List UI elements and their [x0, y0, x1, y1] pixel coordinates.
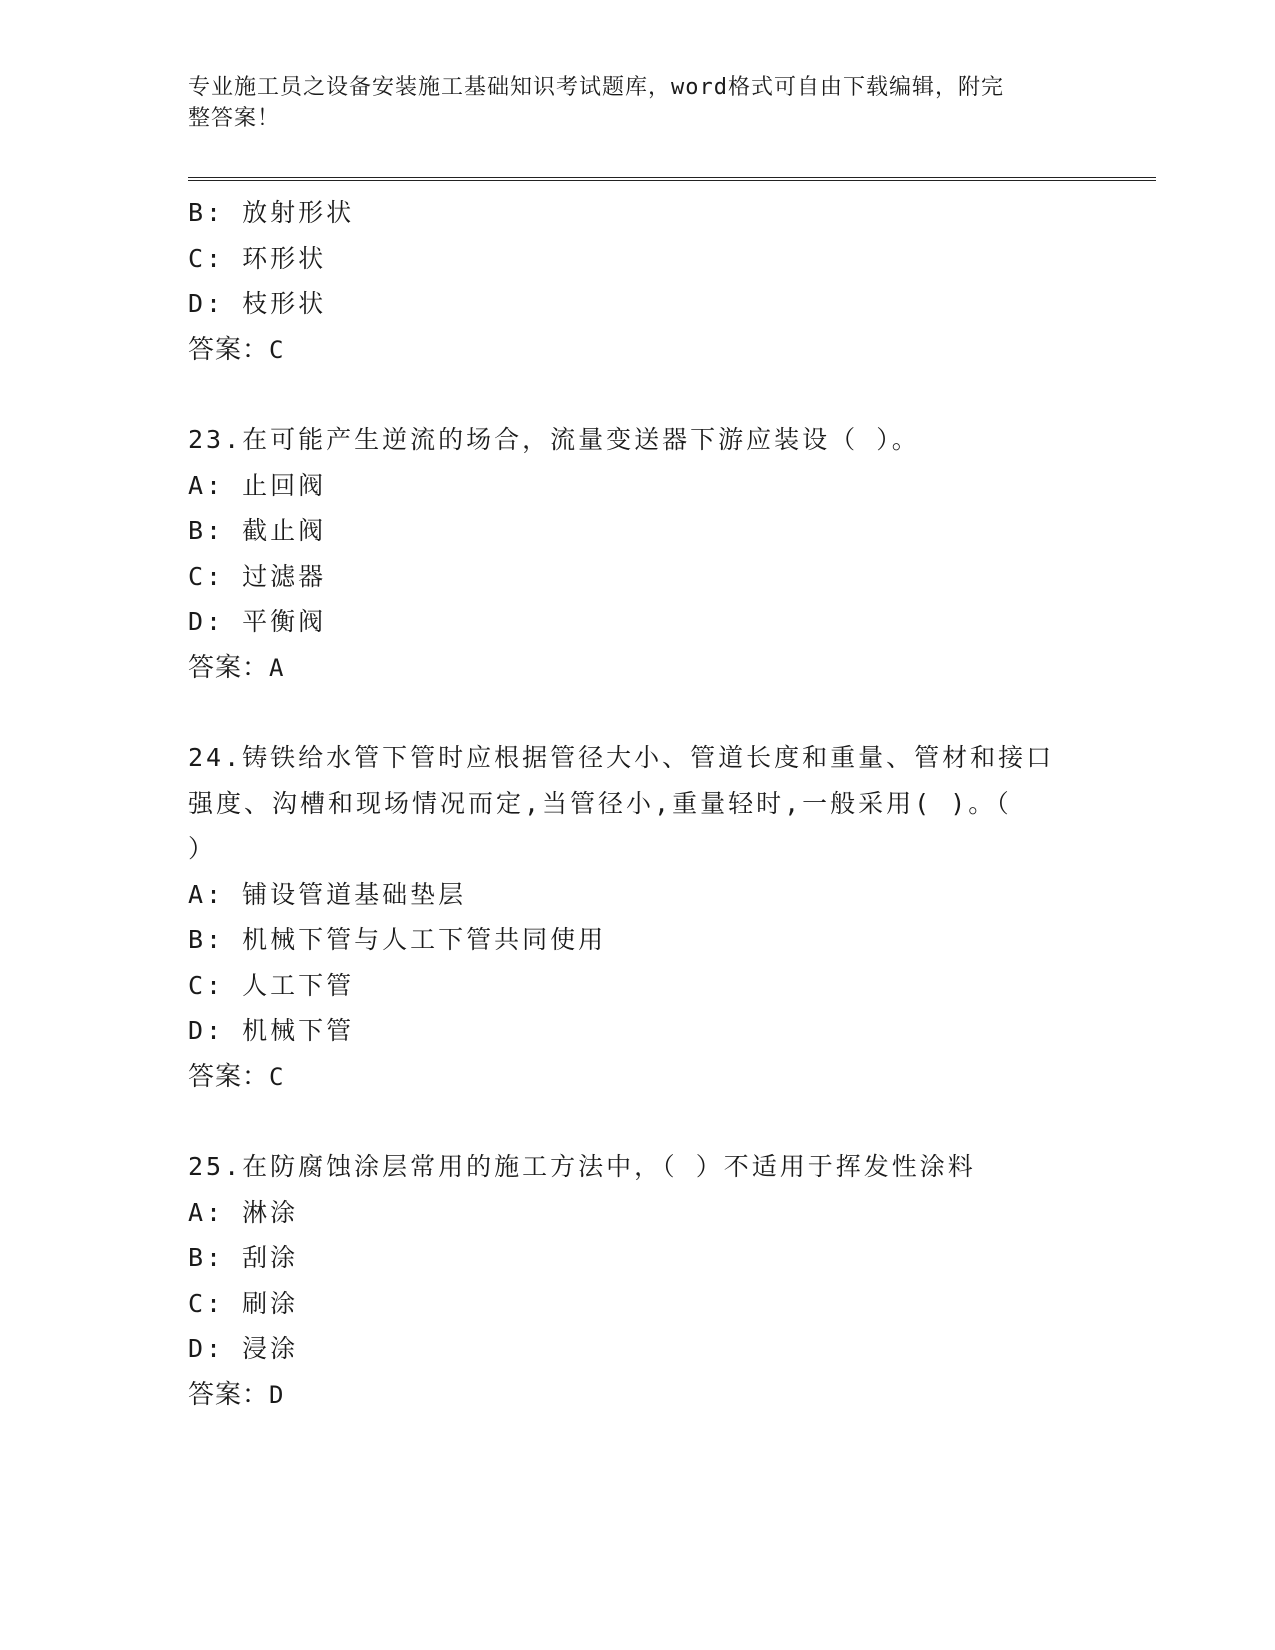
answer-label: 答案： — [188, 651, 270, 682]
option-letter: B: — [188, 925, 225, 954]
question-list — [188, 190, 1088, 1417]
question-block-23 — [188, 417, 1088, 690]
header-title-line-1: 专业施工员之设备安装施工基础知识考试题库，word格式可自由下载编辑，附完 — [188, 75, 1004, 100]
question-block-25 — [188, 1144, 1088, 1417]
option-d — [188, 1008, 1088, 1054]
header-divider — [188, 177, 1156, 181]
option-letter: C: — [188, 243, 225, 273]
question-text-line-3: ） — [188, 834, 217, 863]
option-text: 枝形状 — [242, 289, 327, 318]
question-spacer — [188, 372, 1088, 417]
answer-label: 答案： — [188, 1060, 270, 1091]
question-text-line-1: 24.铸铁给水管下管时应根据管径大小、管道长度和重量、管材和接口 — [188, 743, 1055, 772]
option-a — [188, 872, 1088, 918]
option-letter: B: — [188, 1243, 225, 1272]
option-a — [188, 1190, 1088, 1236]
option-text: 铺设管道基础垫层 — [242, 879, 467, 909]
answer-label: 答案： — [188, 1378, 270, 1409]
document-header — [188, 72, 1068, 134]
answer-value: C — [269, 335, 285, 364]
answer-value: C — [269, 1062, 285, 1091]
option-letter: D: — [188, 607, 225, 636]
option-d — [188, 599, 1088, 645]
option-text: 机械下管 — [242, 1016, 355, 1045]
answer-value: D — [269, 1380, 285, 1409]
option-text: 淋涂 — [242, 1197, 299, 1227]
option-letter: B: — [188, 516, 225, 545]
answer-line — [188, 1372, 1088, 1418]
header-title-line-2: 整答案！ — [188, 106, 281, 131]
question-text: 25.在防腐蚀涂层常用的施工方法中，（ ）不适用于挥发性涂料 — [188, 1152, 976, 1181]
option-b — [188, 190, 1088, 236]
option-letter: C: — [188, 970, 225, 1000]
question-spacer — [188, 690, 1088, 735]
option-c — [188, 554, 1088, 600]
answer-line — [188, 1054, 1088, 1100]
option-text: 浸涂 — [242, 1334, 299, 1363]
answer-line — [188, 645, 1088, 691]
option-c — [188, 1281, 1088, 1327]
option-letter: A: — [188, 1197, 225, 1227]
option-text: 止回阀 — [242, 470, 327, 500]
answer-line — [188, 327, 1088, 373]
option-text: 截止阀 — [242, 516, 327, 545]
answer-value: A — [269, 653, 285, 682]
option-b — [188, 1235, 1088, 1281]
question-text-line-2: 强度、沟槽和现场情况而定,当管径小,重量轻时,一般采用( )。（ — [188, 788, 1012, 818]
option-a — [188, 463, 1088, 509]
option-letter: C: — [188, 1288, 225, 1318]
option-d — [188, 281, 1088, 327]
option-letter: A: — [188, 879, 225, 909]
option-d — [188, 1326, 1088, 1372]
option-text: 平衡阀 — [242, 607, 327, 636]
question-block-24 — [188, 735, 1088, 1099]
option-c — [188, 236, 1088, 282]
answer-label: 答案： — [188, 333, 270, 364]
option-text: 人工下管 — [242, 970, 355, 1000]
option-letter: D: — [188, 289, 225, 318]
option-letter: A: — [188, 470, 225, 500]
option-text: 刷涂 — [242, 1288, 299, 1318]
option-letter: C: — [188, 561, 225, 591]
question-spacer — [188, 1099, 1088, 1144]
option-letter: D: — [188, 1334, 225, 1363]
question-text: 23.在可能产生逆流的场合，流量变送器下游应装设（ ）。 — [188, 425, 920, 454]
option-text: 机械下管与人工下管共同使用 — [242, 925, 607, 954]
option-letter: B: — [188, 198, 225, 227]
option-b — [188, 508, 1088, 554]
option-b — [188, 917, 1088, 963]
option-text: 过滤器 — [242, 561, 327, 591]
question-block-prev — [188, 190, 1088, 372]
option-text: 刮涂 — [242, 1243, 299, 1272]
option-text: 环形状 — [242, 243, 327, 273]
option-c — [188, 963, 1088, 1009]
option-text: 放射形状 — [242, 198, 355, 227]
option-letter: D: — [188, 1016, 225, 1045]
